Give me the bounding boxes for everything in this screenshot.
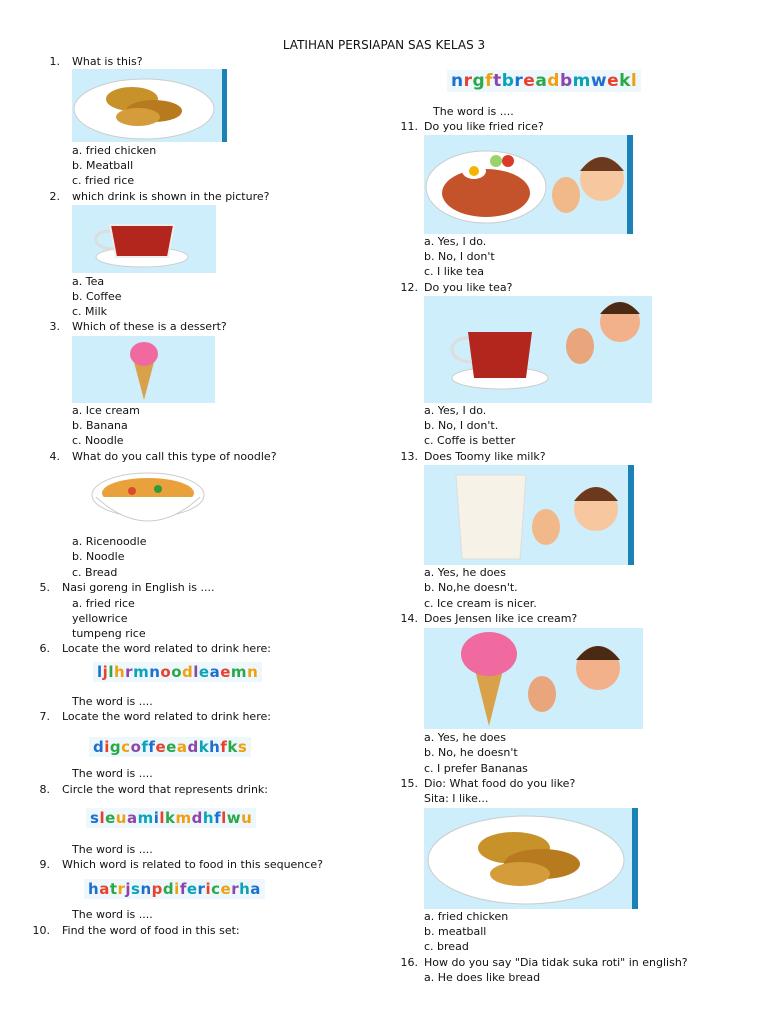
- puzzle-letter: m: [137, 809, 154, 827]
- word-puzzle: [86, 808, 256, 828]
- puzzle-letter: l: [99, 809, 106, 827]
- puzzle-letter: o: [160, 663, 172, 681]
- puzzle-letter: t: [109, 880, 118, 898]
- puzzle-letter: k: [165, 809, 176, 827]
- puzzle-letter: n: [149, 663, 161, 681]
- puzzle-letter: r: [514, 71, 524, 91]
- answer-line: The word is ....: [72, 767, 153, 780]
- puzzle-letter: r: [117, 880, 126, 898]
- puzzle-letter: j: [102, 663, 109, 681]
- question-number: 16.: [400, 956, 418, 969]
- puzzle-letter: h: [209, 738, 221, 756]
- puzzle-letter: s: [90, 809, 100, 827]
- question-number: 7.: [39, 710, 50, 723]
- option[interactable]: b. No, he doesn't: [424, 746, 518, 759]
- puzzle-letter: d: [191, 809, 203, 827]
- puzzle-letter: h: [239, 880, 251, 898]
- puzzle-letter: s: [131, 880, 141, 898]
- option[interactable]: a. He does like bread: [424, 971, 541, 984]
- puzzle-letter: k: [227, 738, 238, 756]
- puzzle-letter: b: [501, 71, 515, 91]
- option[interactable]: tumpeng rice: [72, 627, 146, 640]
- puzzle-letter: d: [187, 738, 199, 756]
- word-puzzle: [93, 662, 262, 682]
- option[interactable]: b. Noodle: [72, 550, 125, 563]
- question-number: 4.: [49, 450, 60, 463]
- puzzle-letter: a: [176, 738, 188, 756]
- option[interactable]: a. Yes, I do.: [424, 404, 487, 417]
- noodle-bowl-image: [88, 465, 218, 535]
- puzzle-letter: s: [237, 738, 248, 756]
- puzzle-letter: g: [109, 738, 122, 756]
- question-number: 12.: [400, 281, 418, 294]
- question-number: 11.: [400, 120, 418, 133]
- answer-line: The word is ....: [433, 105, 514, 118]
- question-number: 15.: [400, 777, 418, 790]
- puzzle-letter: a: [126, 809, 138, 827]
- question-number: 8.: [39, 783, 50, 796]
- question-number: 14.: [400, 612, 418, 625]
- option[interactable]: c. I like tea: [424, 265, 484, 278]
- option[interactable]: a. fried rice: [72, 597, 135, 610]
- question-text: How do you say "Dia tidak suka roti" in english?: [424, 956, 688, 969]
- question-text: Does Toomy like milk?: [424, 450, 546, 463]
- puzzle-letter: i: [104, 738, 110, 756]
- puzzle-letter: f: [179, 880, 187, 898]
- option[interactable]: b. No,he doesn't.: [424, 581, 518, 594]
- puzzle-letter: l: [108, 663, 114, 681]
- option[interactable]: a. Ice cream: [72, 404, 140, 417]
- puzzle-letter: f: [220, 738, 228, 756]
- question-text-2: Sita: I like...: [424, 792, 489, 805]
- fried-chicken-image-2: [424, 808, 638, 909]
- question-text: Circle the word that represents drink:: [62, 783, 269, 796]
- question-text: Which word is related to food in this sequence?: [62, 858, 323, 871]
- puzzle-letter: m: [133, 663, 150, 681]
- option[interactable]: c. Milk: [72, 305, 108, 318]
- option[interactable]: a. Yes, he does: [424, 731, 506, 744]
- puzzle-letter: f: [214, 809, 222, 827]
- puzzle-letter: k: [619, 71, 631, 91]
- option[interactable]: c. I prefer Bananas: [424, 762, 528, 775]
- question-text: What is this?: [72, 55, 143, 68]
- puzzle-letter: m: [175, 809, 192, 827]
- puzzle-letter: n: [247, 663, 259, 681]
- option[interactable]: b. Meatball: [72, 159, 134, 172]
- option[interactable]: b. Coffee: [72, 290, 122, 303]
- answer-line: The word is ....: [72, 843, 153, 856]
- question-text: Does Jensen like ice cream?: [424, 612, 578, 625]
- puzzle-letter: f: [485, 71, 494, 91]
- ice-cream-thumbs-down-image: [424, 628, 643, 729]
- fried-chicken-image: [72, 69, 227, 142]
- puzzle-letter: w: [226, 809, 242, 827]
- puzzle-letter: r: [463, 71, 473, 91]
- puzzle-letter: h: [113, 663, 126, 681]
- puzzle-letter: b: [559, 71, 573, 91]
- puzzle-letter: e: [607, 71, 620, 91]
- puzzle-letter: n: [451, 71, 464, 91]
- puzzle-letter: m: [230, 663, 248, 681]
- puzzle-letter: k: [198, 738, 210, 756]
- option[interactable]: a. Ricenoodle: [72, 535, 147, 548]
- puzzle-letter: l: [97, 663, 103, 681]
- question-number: 3.: [49, 320, 60, 333]
- puzzle-letter: n: [140, 880, 152, 898]
- option[interactable]: c. fried rice: [72, 174, 135, 187]
- puzzle-letter: r: [197, 880, 206, 898]
- puzzle-letter: i: [205, 880, 212, 898]
- puzzle-letter: o: [171, 663, 183, 681]
- option[interactable]: c. Noodle: [72, 434, 124, 447]
- option[interactable]: b. Banana: [72, 419, 128, 432]
- option[interactable]: a. Yes, I do.: [424, 235, 487, 248]
- puzzle-letter: h: [88, 880, 100, 898]
- puzzle-letter: i: [153, 809, 160, 827]
- option[interactable]: a. fried chicken: [424, 910, 509, 923]
- puzzle-letter: d: [162, 880, 175, 898]
- question-text: What do you call this type of noodle?: [72, 450, 277, 463]
- puzzle-letter: t: [493, 71, 502, 91]
- question-text: Do you like tea?: [424, 281, 513, 294]
- puzzle-letter: m: [572, 71, 591, 91]
- tea-cup-image: [72, 205, 216, 273]
- option[interactable]: a. Yes, he does: [424, 566, 506, 579]
- page-title: LATIHAN PERSIAPAN SAS KELAS 3: [282, 38, 486, 52]
- puzzle-letter: e: [220, 663, 231, 681]
- question-number: 9.: [39, 858, 50, 871]
- puzzle-letter: f: [148, 738, 156, 756]
- tea-thumbs-down-image: [424, 296, 652, 403]
- puzzle-letter: d: [182, 663, 194, 681]
- option[interactable]: b. No, I don't: [424, 250, 495, 263]
- option[interactable]: a. Tea: [72, 275, 105, 288]
- option[interactable]: b. No, I don't.: [424, 419, 499, 432]
- puzzle-letter: r: [231, 880, 240, 898]
- question-number: 2.: [49, 190, 60, 203]
- puzzle-letter: w: [590, 71, 608, 91]
- question-text: Dio: What food do you like?: [424, 777, 576, 790]
- question-number: 6.: [39, 642, 50, 655]
- puzzle-letter: l: [221, 809, 227, 827]
- option[interactable]: c. bread: [424, 940, 469, 953]
- puzzle-letter: l: [193, 663, 199, 681]
- question-number: 13.: [400, 450, 418, 463]
- word-puzzle: [447, 70, 641, 92]
- puzzle-letter: i: [174, 880, 180, 898]
- puzzle-letter: c: [121, 738, 131, 756]
- puzzle-letter: e: [220, 880, 232, 898]
- option[interactable]: c. Bread: [72, 566, 118, 579]
- puzzle-letter: u: [241, 809, 253, 827]
- puzzle-letter: p: [151, 880, 163, 898]
- question-text: Find the word of food in this set:: [62, 924, 240, 937]
- puzzle-letter: a: [535, 71, 548, 91]
- puzzle-letter: e: [155, 738, 167, 756]
- puzzle-letter: e: [166, 738, 177, 756]
- option[interactable]: c. Coffe is better: [424, 434, 516, 447]
- puzzle-letter: e: [523, 71, 536, 91]
- puzzle-letter: a: [99, 880, 110, 898]
- question-text: Do you like fried rice?: [424, 120, 544, 133]
- puzzle-letter: j: [125, 880, 132, 898]
- answer-line: The word is ....: [72, 908, 153, 921]
- puzzle-letter: e: [105, 809, 116, 827]
- puzzle-letter: a: [250, 880, 261, 898]
- puzzle-letter: h: [202, 809, 215, 827]
- puzzle-letter: r: [125, 663, 134, 681]
- puzzle-letter: o: [130, 738, 142, 756]
- question-text: Nasi goreng in English is ....: [62, 581, 215, 594]
- question-text: which drink is shown in the picture?: [72, 190, 270, 203]
- option[interactable]: yellowrice: [72, 612, 128, 625]
- puzzle-letter: u: [115, 809, 127, 827]
- question-text: Locate the word related to drink here:: [62, 642, 271, 655]
- puzzle-letter: f: [141, 738, 149, 756]
- puzzle-letter: e: [186, 880, 198, 898]
- puzzle-letter: e: [198, 663, 210, 681]
- answer-line: The word is ....: [72, 695, 153, 708]
- puzzle-letter: c: [211, 880, 221, 898]
- question-number: 1.: [49, 55, 60, 68]
- question-number: 5.: [39, 581, 50, 594]
- ice-cream-image: [72, 336, 215, 403]
- puzzle-letter: d: [547, 71, 560, 91]
- question-number: 10.: [32, 924, 50, 937]
- question-text: Which of these is a dessert?: [72, 320, 227, 333]
- option[interactable]: c. Ice cream is nicer.: [424, 597, 537, 610]
- fried-rice-thumbs-up-image: [424, 135, 633, 234]
- word-puzzle: [84, 879, 265, 899]
- puzzle-letter: g: [472, 71, 486, 91]
- option[interactable]: a. fried chicken: [72, 144, 157, 157]
- puzzle-letter: a: [209, 663, 221, 681]
- option[interactable]: b. meatball: [424, 925, 487, 938]
- milk-thumbs-up-image: [424, 465, 634, 565]
- puzzle-letter: d: [93, 738, 105, 756]
- puzzle-letter: l: [159, 809, 166, 827]
- word-puzzle: [89, 737, 251, 757]
- puzzle-letter: l: [630, 71, 638, 91]
- question-text: Locate the word related to drink here:: [62, 710, 271, 723]
